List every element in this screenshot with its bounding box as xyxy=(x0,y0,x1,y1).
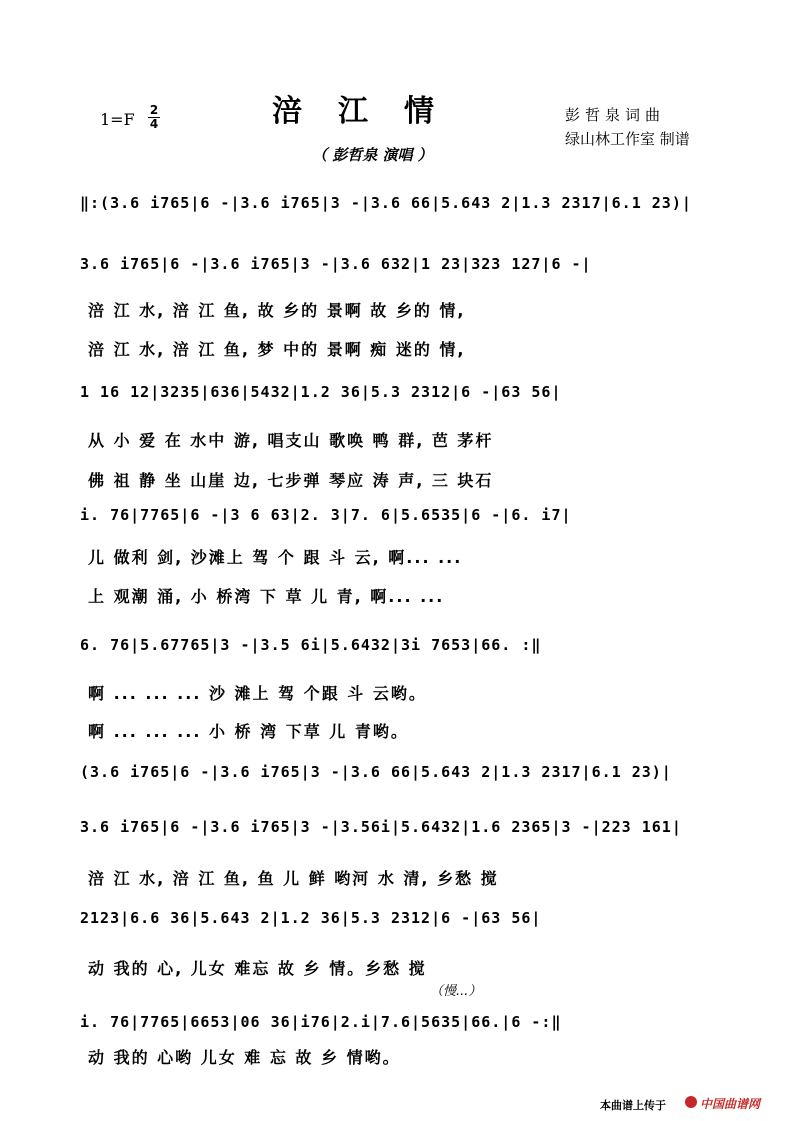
notation-row: ‖:(3.6 i765|6 -|3.6 i765|3 -|3.6 66|5.643 2|1.3 2317|6.1 23)| xyxy=(80,194,692,212)
song-title: 涪江情 xyxy=(272,94,470,129)
notation-row: 3.6 i765|6 -|3.6 i765|3 -|3.56i|5.6432|1.6 2365|3 -|223 161| xyxy=(80,818,682,836)
lyric-row: 从 小 爱 在 水中 游, 唱支山 歌唤 鸭 群, 芭 茅杆 xyxy=(88,431,494,450)
site-logo[interactable]: 中国曲谱网 xyxy=(700,1097,761,1111)
time-signature xyxy=(148,104,160,131)
tempo-marking: （慢...） xyxy=(430,984,482,999)
lyric-row: 涪 江 水, 涪 江 鱼, 鱼 儿 鲜 哟河 水 清, 乡愁 搅 xyxy=(88,869,499,888)
lyric-row: 涪 江 水, 涪 江 鱼, 故 乡的 景啊 故 乡的 情, xyxy=(88,301,466,320)
lyric-row: 啊 ... ... ... 小 桥 湾 下草 儿 青哟。 xyxy=(88,722,409,741)
notation-row: 1 16 12|3235|636|5432|1.2 36|5.3 2312|6 -|63 56| xyxy=(80,383,562,401)
upload-note: 本曲谱上传于 xyxy=(600,1099,666,1112)
lyric-row: 动 我的 心哟 儿女 难 忘 故 乡 情哟。 xyxy=(88,1048,401,1067)
notation-row: 6. 76|5.67765|3 -|3.5 6i|5.6432|3i 7653|66. :‖ xyxy=(80,636,542,654)
lyric-row: 啊 ... ... ... 沙 滩上 驾 个跟 斗 云哟。 xyxy=(88,684,427,703)
transcriber-credit: 绿山林工作室 制谱 xyxy=(565,130,690,148)
performer-credit: （ 彭哲泉 演唱 ） xyxy=(312,146,433,164)
lyric-row: 上 观潮 涌, 小 桥湾 下 草 儿 青, 啊... ... xyxy=(88,587,445,606)
site-logo-icon xyxy=(685,1096,697,1108)
notation-row: i. 76|7765|6 -|3 6 63|2. 3|7. 6|5.6535|6 -|6. i7| xyxy=(80,506,572,524)
time-signature-top: 2 xyxy=(149,103,159,117)
composer-credit: 彭哲泉词曲 xyxy=(565,106,666,124)
lyric-row: 儿 做利 剑, 沙滩上 驾 个 跟 斗 云, 啊... ... xyxy=(88,548,463,567)
time-signature-bottom: 4 xyxy=(149,117,159,131)
key-signature: 1=F xyxy=(100,110,135,129)
lyric-row: 涪 江 水, 涪 江 鱼, 梦 中的 景啊 痴 迷的 情, xyxy=(88,340,466,359)
lyric-row: 动 我的 心, 儿女 难忘 故 乡 情。乡愁 搅 xyxy=(88,959,427,978)
notation-row: 3.6 i765|6 -|3.6 i765|3 -|3.6 632|1 23|323 127|6 -| xyxy=(80,255,592,273)
notation-row: (3.6 i765|6 -|3.6 i765|3 -|3.6 66|5.643 2|1.3 2317|6.1 23)| xyxy=(80,763,672,781)
lyric-row: 佛 祖 静 坐 山崖 边, 七步弹 琴应 涛 声, 三 块石 xyxy=(88,471,494,490)
notation-row: 2123|6.6 36|5.643 2|1.2 36|5.3 2312|6 -|63 56| xyxy=(80,909,542,927)
notation-row: i. 76|7765|6653|06 36|i76|2.i|7.6|5635|66.|6 -:‖ xyxy=(80,1013,562,1031)
